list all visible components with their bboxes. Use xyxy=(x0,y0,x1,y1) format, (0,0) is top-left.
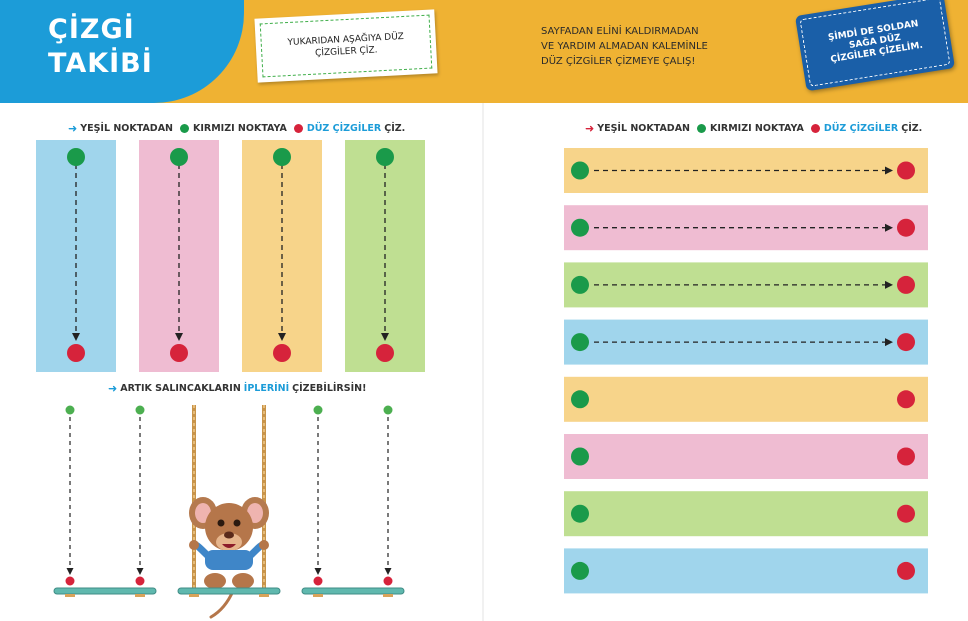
mouse-hand-right xyxy=(259,540,269,550)
green-dot-icon xyxy=(376,148,394,166)
mouse-hand-left xyxy=(189,540,199,550)
green-dot-icon xyxy=(180,124,189,133)
arrow-down-icon xyxy=(137,568,144,575)
horizontal-rows xyxy=(560,142,932,602)
mouse-tail xyxy=(211,591,233,617)
green-dot-icon xyxy=(571,390,589,408)
green-dot-icon xyxy=(571,219,589,237)
mouse-eye-right xyxy=(234,520,241,527)
red-dot-icon xyxy=(376,344,394,362)
green-dot-icon xyxy=(170,148,188,166)
green-dot-icon xyxy=(571,448,589,466)
swing-seat-knot xyxy=(259,594,269,597)
green-dot-icon xyxy=(571,162,589,180)
red-dot-icon xyxy=(136,577,145,586)
mouse-shirt xyxy=(205,550,253,570)
page-divider xyxy=(482,103,484,621)
red-dot-icon xyxy=(897,162,915,180)
swing-seat-knot xyxy=(65,594,75,597)
swing-seat-knot xyxy=(189,594,199,597)
red-dot-icon xyxy=(170,344,188,362)
red-dot-icon xyxy=(314,577,323,586)
right-instruction-line: SAYFADAN ELİNİ KALDIRMADAN xyxy=(541,26,699,37)
arrow-right-icon: ➜ xyxy=(108,382,118,395)
right-instruction-part2: KIRMIZI NOKTAYA xyxy=(710,123,804,134)
red-dot-icon xyxy=(294,124,303,133)
right-instruction-line: VE YARDIM ALMADAN KALEMİNLE xyxy=(541,41,708,52)
horizontal-row xyxy=(564,548,928,593)
swing-seat-knot xyxy=(313,594,323,597)
swing-instruction-highlight: İPLERİNİ xyxy=(243,383,290,394)
left-instruction-highlight: DÜZ ÇİZGİLER xyxy=(306,123,382,134)
swings-area xyxy=(40,395,420,621)
swing-instruction-part2: ÇİZEBİLİRSİN! xyxy=(292,383,367,394)
green-dot-icon xyxy=(66,406,75,415)
red-dot-icon xyxy=(897,448,915,466)
red-dot-icon xyxy=(897,333,915,351)
right-instruction xyxy=(585,122,922,135)
green-dot-icon xyxy=(571,333,589,351)
red-dot-icon xyxy=(811,124,820,133)
red-dot-icon xyxy=(897,276,915,294)
right-instruction-text xyxy=(541,24,781,69)
green-dot-icon xyxy=(697,124,706,133)
green-dot-icon xyxy=(273,148,291,166)
mouse-eye-left xyxy=(218,520,225,527)
green-dot-icon xyxy=(571,505,589,523)
left-instruction-part1: YEŞİL NOKTADAN xyxy=(80,123,173,134)
green-dot-icon xyxy=(67,148,85,166)
horizontal-row xyxy=(564,377,928,422)
red-dot-icon xyxy=(897,562,915,580)
right-instruction-part3: ÇİZ. xyxy=(901,123,923,134)
instruction-note xyxy=(254,9,437,82)
red-dot-icon xyxy=(897,219,915,237)
red-dot-icon xyxy=(66,577,75,586)
red-dot-icon xyxy=(897,390,915,408)
instruction-note-text: YUKARIDAN AŞAĞIYA DÜZ ÇİZGİLER ÇİZ. xyxy=(287,31,405,59)
swing-instruction-part1: ARTIK SALINCAKLARIN xyxy=(120,383,241,394)
swing-seat xyxy=(178,588,280,594)
arrow-down-icon xyxy=(385,568,392,575)
vertical-columns xyxy=(30,136,430,376)
arrow-down-icon xyxy=(67,568,74,575)
right-instruction-line: DÜZ ÇİZGİLER ÇİZMEYE ÇALIŞ! xyxy=(541,56,696,67)
horizontal-row xyxy=(564,491,928,536)
swing-seat-knot xyxy=(383,594,393,597)
mouse-foot-left xyxy=(204,573,226,589)
mouse-foot-right xyxy=(232,573,254,589)
right-instruction-highlight: DÜZ ÇİZGİLER xyxy=(823,123,899,134)
right-instruction-part1: YEŞİL NOKTADAN xyxy=(597,123,690,134)
red-dot-icon xyxy=(273,344,291,362)
left-instruction-part3: ÇİZ. xyxy=(384,123,406,134)
red-dot-icon xyxy=(384,577,393,586)
title-line-1: ÇİZGİ xyxy=(48,14,135,45)
horizontal-row xyxy=(564,434,928,479)
left-instruction-part2: KIRMIZI NOKTAYA xyxy=(193,123,287,134)
swing-seat-knot xyxy=(135,594,145,597)
left-instruction xyxy=(68,122,405,135)
red-dot-icon xyxy=(67,344,85,362)
green-dot-icon xyxy=(136,406,145,415)
arrow-right-icon: ➜ xyxy=(585,122,595,135)
arrow-down-icon xyxy=(315,568,322,575)
green-dot-icon xyxy=(384,406,393,415)
swing-seat xyxy=(54,588,156,594)
green-dot-icon xyxy=(571,276,589,294)
title-line-2: TAKİBİ xyxy=(48,48,153,79)
green-dot-icon xyxy=(314,406,323,415)
red-dot-icon xyxy=(897,505,915,523)
mouse-nose xyxy=(224,532,234,539)
swing-instruction xyxy=(108,382,366,395)
swing-seat xyxy=(302,588,404,594)
mouse-character-icon xyxy=(189,497,269,617)
green-dot-icon xyxy=(571,562,589,580)
arrow-right-icon: ➜ xyxy=(68,122,78,135)
tip-badge-text: ŞİMDİ DE SOLDAN SAĞA DÜZ ÇİZGİLER ÇİZELİM. xyxy=(827,18,924,65)
